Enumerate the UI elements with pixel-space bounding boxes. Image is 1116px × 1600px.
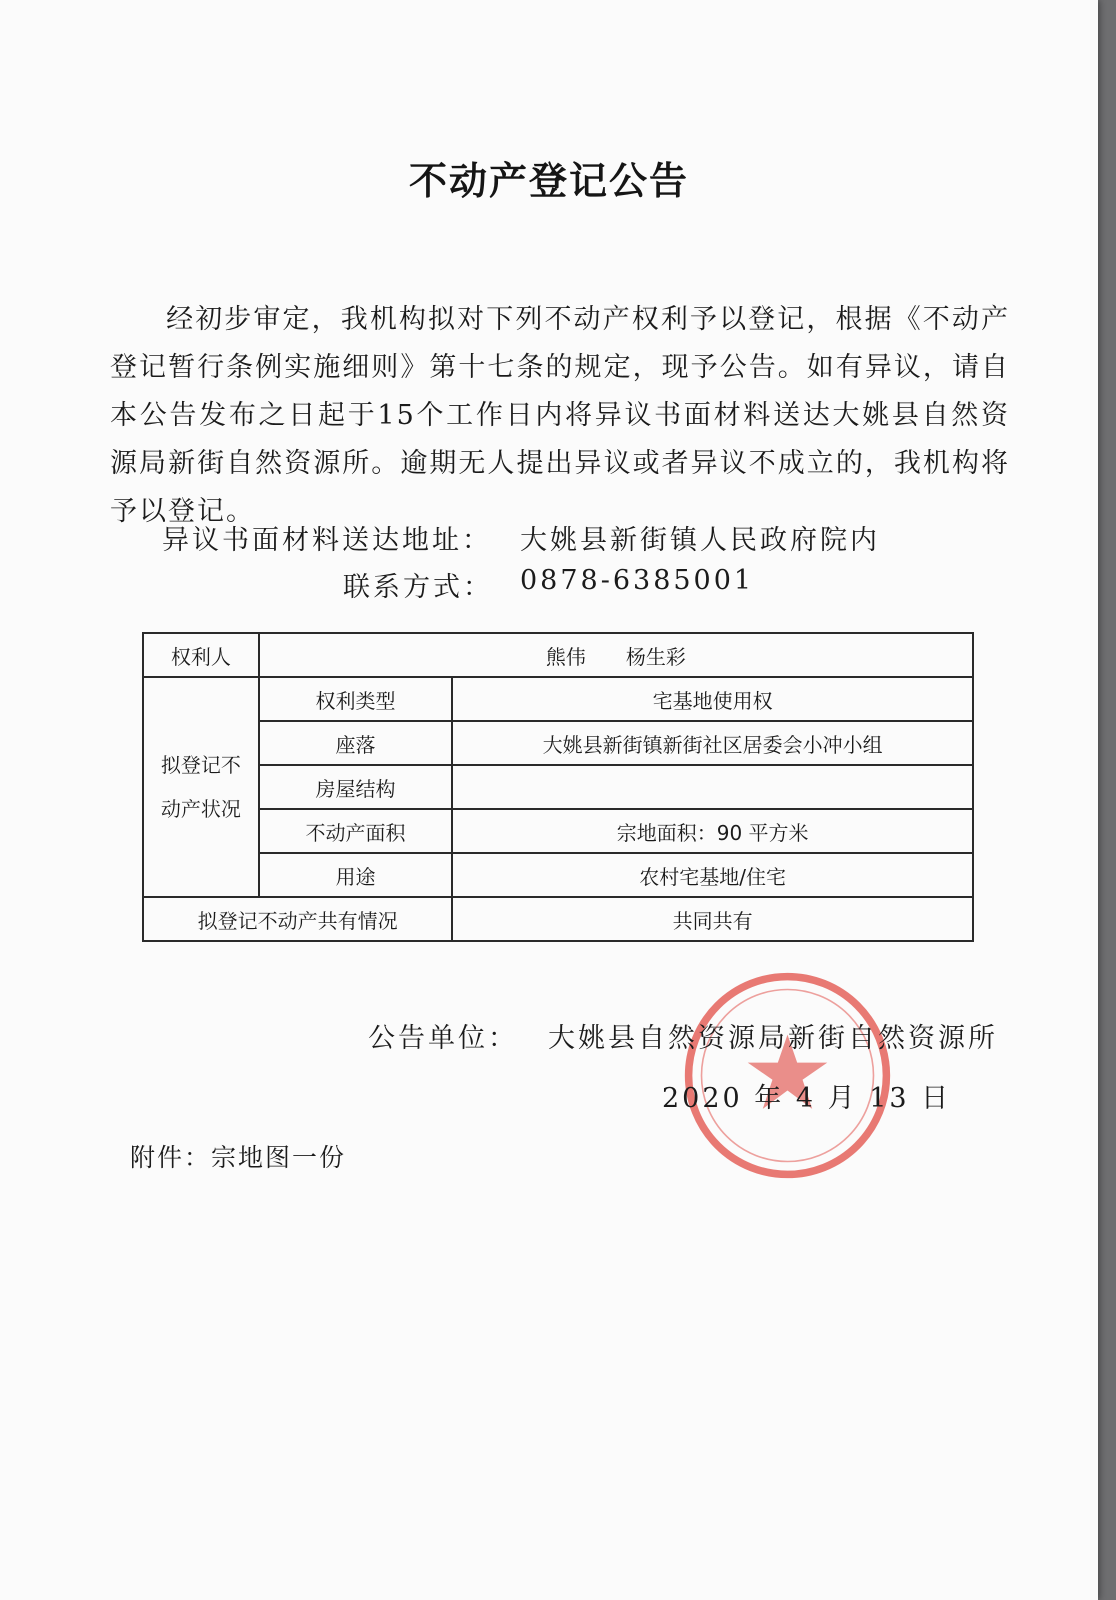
address-label: 异议书面材料送达地址： [162,525,492,556]
table-row [143,633,973,677]
issuer-label: 公告单位： [368,1023,518,1054]
owner-label: 权利人 [143,633,259,677]
table-row [143,721,973,765]
table-row [143,853,973,897]
status-label: 拟登记不动产状况 [143,677,259,897]
issue-date: 2020 年 4 月 13 日 [662,1083,952,1114]
address-value: 大姚县新街镇人民政府院内 [520,525,880,556]
row-value: 宅基地使用权 [452,677,973,721]
issuer-value: 大姚县自然资源局新街自然资源所 [548,1023,998,1054]
row-value [452,765,973,809]
notice-body [110,296,1010,536]
contact-label: 联系方式： [343,572,493,603]
owner-value: 熊伟 杨生彩 [259,633,973,677]
notice-body-text: 经初步审定，我机构拟对下列不动产权利予以登记，根据《不动产登记暂行条例实施细则》第十七条的规定，现予公告。如有异议，请自本公告发布之日起于15个工作日内将异议书面材料送达大姚县自然资源局新街自然资源所。逾期无人提出异议或者异议不成立的，我机构将予以登记。 [110,304,1010,527]
row-label: 房屋结构 [259,765,453,809]
share-label: 拟登记不动产共有情况 [143,897,452,941]
table-row [143,809,973,853]
attachment-note: 附件：宗地图一份 [130,1143,347,1172]
contact-value: 0878-6385001 [520,565,755,596]
row-value: 农村宅基地/住宅 [452,853,973,897]
row-label: 座落 [259,721,453,765]
row-label: 不动产面积 [259,809,453,853]
table-row [143,677,973,721]
row-value: 宗地面积：90 平方米 [452,809,973,853]
row-label: 权利类型 [259,677,453,721]
table-row [143,765,973,809]
share-value: 共同共有 [452,897,973,941]
property-table [142,632,974,942]
row-value: 大姚县新街镇新街社区居委会小冲小组 [452,721,973,765]
row-label: 用途 [259,853,453,897]
table-row [143,897,973,941]
document-title: 不动产登记公告 [408,159,689,203]
